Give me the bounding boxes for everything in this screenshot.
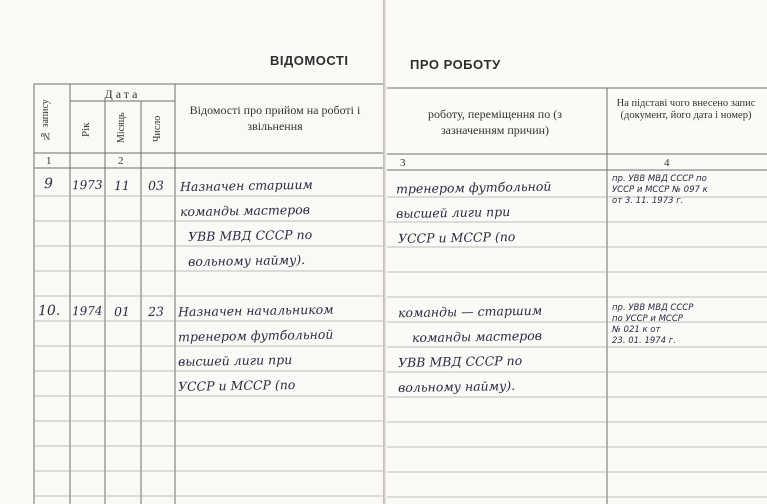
header-month: Місяць: [116, 112, 127, 144]
entry-2-line-6: команды мастеров: [411, 327, 543, 346]
entry-1-basis-line-1: пр. УВВ МВД СССР по: [612, 174, 707, 184]
entry-1-line-7: УССР и МССР (по: [397, 228, 516, 247]
entry-1-line-4: вольному найму).: [187, 251, 306, 270]
header-year: Рік: [80, 122, 92, 138]
header-info-right: роботу, переміщення по (з зазначенням причин): [428, 107, 562, 137]
entry-2-line-2: тренером футбольной: [177, 326, 334, 345]
entry-2-line-5: команды — старшим: [397, 302, 543, 321]
entry-2-number: 10.: [37, 302, 61, 320]
entry-1-line-3: УВВ МВД СССР по: [187, 226, 313, 245]
header-info-left: Відомості про прийом на роботі і звільнення: [189, 103, 361, 133]
column-number-2: 2: [118, 155, 124, 167]
entry-2-line-4: УССР и МССР (по: [177, 376, 296, 395]
header-day: Число: [152, 115, 163, 143]
title-right: ПРО РОБОТУ: [410, 57, 501, 72]
entry-1-basis-line-3: от 3. 11. 1973 г.: [612, 196, 684, 206]
title-left: ВІДОМОСТІ: [270, 53, 349, 68]
entry-2-year: 1974: [71, 303, 103, 319]
entry-1-day: 03: [147, 177, 165, 194]
entry-1-basis-line-2: УССР и МССР № 097 к: [612, 185, 708, 195]
entry-1-year: 1973: [71, 177, 103, 193]
entry-1-line-5: тренером футбольной: [395, 178, 552, 197]
entry-2-basis-line-3: № 021 к от: [612, 325, 661, 335]
entry-2-day: 23: [147, 303, 165, 320]
header-basis: На підставі чого внесено запис (документ, його дата і номер): [616, 98, 756, 121]
entry-2-month: 01: [113, 303, 131, 320]
entry-1-number: 9: [43, 175, 54, 193]
header-date: Дата: [104, 87, 141, 101]
entry-1-line-6: высшей лиги при: [395, 204, 511, 221]
entry-2-basis-line-2: по УССР и МССР: [612, 314, 683, 324]
entry-2-line-1: Назначен начальником: [177, 301, 334, 320]
entry-1-month: 11: [113, 177, 131, 194]
entry-2-line-3: высшей лиги при: [177, 352, 293, 369]
column-number-3: 3: [400, 157, 406, 169]
entry-2-line-7: УВВ МВД СССР по: [397, 352, 523, 371]
column-number-1: 1: [46, 155, 52, 167]
entry-1-line-1: Назначен старшим: [179, 176, 313, 195]
entry-2-line-8: вольному найму).: [397, 377, 516, 396]
header-record-number: № запису: [40, 99, 51, 141]
entry-1-line-2: команды мастеров: [179, 201, 311, 220]
column-number-4: 4: [664, 157, 670, 169]
entry-2-basis-line-1: пр. УВВ МВД СССР: [612, 303, 694, 313]
entry-2-basis-line-4: 23. 01. 1974 г.: [612, 336, 676, 346]
